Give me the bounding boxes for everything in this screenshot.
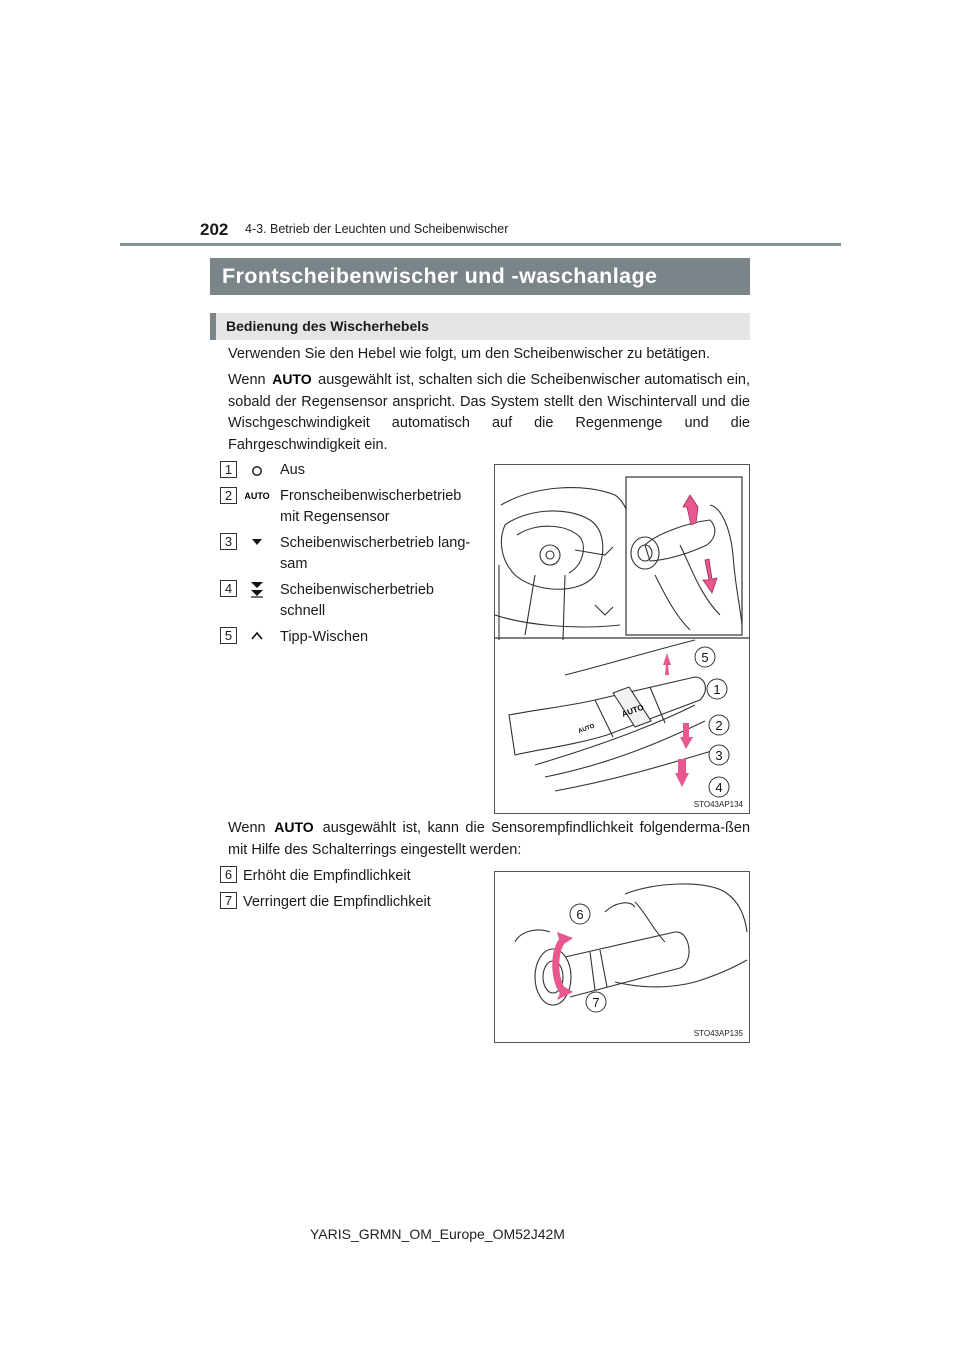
callout-number: 2: [220, 487, 237, 504]
svg-text:3: 3: [715, 748, 723, 763]
chapter-title: 4-3. Betrieb der Leuchten und Scheibenwischer: [245, 222, 509, 236]
svg-text:AUTO: AUTO: [244, 491, 270, 500]
position-label: Scheibenwischerbetrieb: [280, 582, 434, 598]
single-triangle-down-icon: [251, 537, 263, 547]
section-title: Frontscheibenwischer und -waschanlage: [210, 258, 750, 295]
position-label-continued: mit Regensensor: [280, 509, 390, 525]
auto-paragraph: [228, 370, 750, 456]
auto-icon: [270, 372, 314, 386]
document-id: YARIS_GRMN_OM_Europe_OM52J42M: [310, 1226, 565, 1242]
svg-text:1: 1: [713, 682, 721, 697]
callout-number: 6: [220, 866, 237, 883]
position-label-continued: sam: [280, 556, 308, 572]
header-divider: [120, 243, 841, 246]
callout-number: 4: [220, 580, 237, 597]
wiper-lever-illustration: [495, 465, 749, 813]
intro-paragraph: Verwenden Sie den Hebel wie folgt, um den Scheibenwischer zu betätigen.: [228, 346, 711, 362]
svg-text:4: 4: [715, 780, 723, 795]
callout-number: 3: [220, 533, 237, 550]
callout-number: 5: [220, 627, 237, 644]
sensitivity-label: Verringert die Empfindlichkeit: [243, 894, 431, 910]
off-circle-icon: [251, 465, 263, 477]
position-label: Aus: [280, 462, 305, 478]
svg-text:AUTO: AUTO: [274, 820, 314, 834]
auto-para-before: Wenn: [228, 372, 266, 388]
auto-icon: [243, 490, 271, 500]
figure-code: STO43AP134: [693, 800, 743, 809]
switch-ring-illustration: [495, 872, 749, 1042]
switch-ring-figure: [494, 871, 750, 1043]
sens-para-before: Wenn: [228, 820, 266, 836]
svg-text:AUTO: AUTO: [577, 723, 596, 735]
sensitivity-paragraph: [228, 818, 750, 861]
subsection-title: Bedienung des Wischerhebels: [210, 313, 750, 340]
figure-code: STO43AP135: [693, 1029, 743, 1038]
position-label: Scheibenwischerbetrieb lang-: [280, 535, 471, 551]
callout-number: 7: [220, 892, 237, 909]
svg-text:6: 6: [576, 907, 584, 922]
svg-text:5: 5: [701, 650, 709, 665]
auto-icon: [272, 820, 316, 834]
position-label: Tipp-Wischen: [280, 629, 369, 645]
svg-text:AUTO: AUTO: [620, 702, 645, 719]
wiper-lever-figure: [494, 464, 750, 814]
caret-up-icon: [251, 631, 263, 640]
svg-text:7: 7: [592, 995, 600, 1010]
sensitivity-label: Erhöht die Empfindlichkeit: [243, 868, 411, 884]
page-number: 202: [200, 220, 229, 239]
position-label: Fronscheibenwischerbetrieb: [280, 488, 462, 504]
auto-para-after: ausgewählt ist, schalten sich die Scheibenwischer automatisch ein, sobald der Regensensor anspricht. Das System stellt den Wischintervall und die Wischgeschwindigkeit automatisch auf die Regenmenge und die Fahrgeschwindigkeit ein.: [228, 372, 751, 453]
svg-text:AUTO: AUTO: [272, 372, 312, 386]
sens-para-after: ausgewählt ist, kann die Sensorempfindlichkeit folgenderma-ßen mit Hilfe des Schalterrings eingestellt werden:: [228, 820, 751, 858]
callout-number: 1: [220, 461, 237, 478]
double-triangle-down-icon: [250, 580, 264, 598]
position-label-continued: schnell: [280, 603, 326, 619]
svg-text:2: 2: [715, 718, 723, 733]
